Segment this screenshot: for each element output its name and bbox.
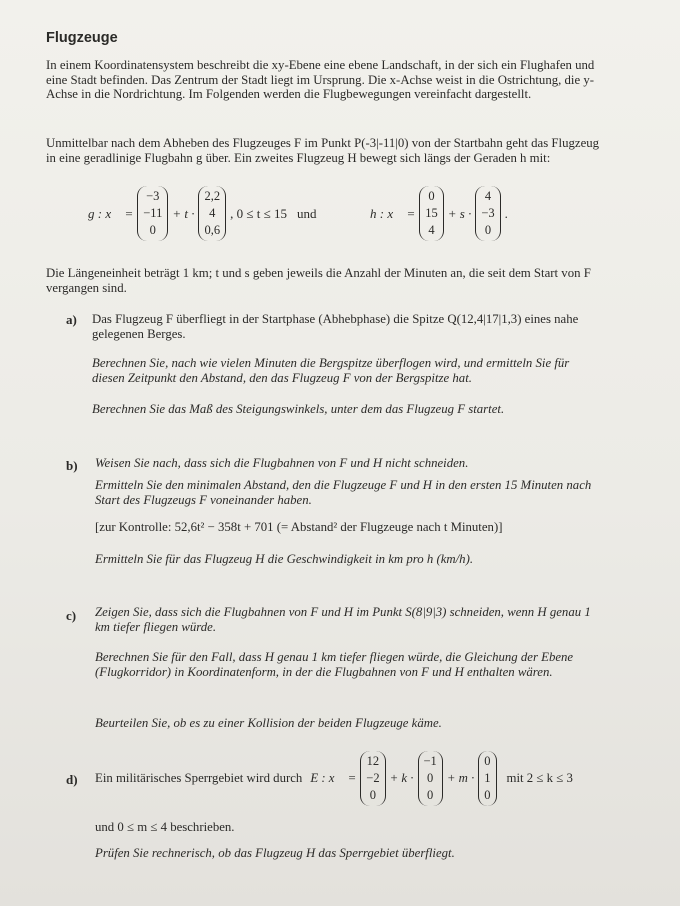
intro-paragraph: In einem Koordinatensystem beschreibt die xy-Ebene eine ebene Landschaft, in der sich ein Flughafen und eine Stadt befinden. Das Zentrum der Stadt liegt im Ursprung. Die x-Achse weist in die Ostrichtung, die y-Achse in die Nordrichtung. Im Folgenden werden die Flugbewegungen vereinfacht dargestellt.	[46, 58, 595, 102]
task-a-2: Berechnen Sie das Maß des Steigungswinkels, unter dem das Flugzeug F startet.	[92, 402, 505, 416]
task-c-3: Beurteilen Sie, ob es zu einer Kollision der beiden Flugzeuge käme.	[95, 716, 442, 730]
equation-g	[88, 186, 316, 241]
eq-g-condition: , 0 ≤ t ≤ 15	[230, 205, 287, 221]
task-d-text: Ein militärisches Sperrgebiet wird durch	[95, 770, 303, 785]
task-d-condition-2: und 0 ≤ m ≤ 4 beschrieben.	[95, 820, 235, 834]
units-paragraph: Die Längeneinheit beträgt 1 km; t und s geben jeweils die Anzahl der Minuten an, die seit dem Start von F vergangen sind.	[46, 266, 591, 295]
eq-and: und	[296, 205, 317, 221]
task-d-label: d)	[66, 772, 78, 787]
task-d-task: Prüfen Sie rechnerisch, ob das Flugzeug H das Sperrgebiet überfliegt.	[95, 846, 455, 860]
eq-g-vector-2: 2,2 4 0,6	[198, 186, 226, 241]
task-c-1: Zeigen Sie, dass sich die Flugbahnen von F und H im Punkt S(8|9|3) schneiden, wenn H genau 1 km tiefer fliegen würde.	[95, 605, 591, 634]
eq-e-condition: mit 2 ≤ k ≤ 3	[506, 770, 573, 785]
eq-h-vector-2: 4 −3 0	[475, 186, 500, 241]
setup-paragraph: Unmittelbar nach dem Abheben des Flugzeuges F im Punkt P(-3|-11|0) von der Startbahn geht das Flugzeug in eine geradlinige Flugbahn g über. Ein zweites Flugzeug H bewegt sich längs der Geraden h mit:	[46, 136, 600, 165]
task-b-control: [zur Kontrolle: 52,6t² − 358t + 701 (= Abstand² der Flugzeuge nach t Minuten)]	[95, 520, 503, 534]
eq-e-lhs: E : x⃗ =	[310, 770, 357, 785]
task-a-text: Das Flugzeug F überfliegt in der Startphase (Abhebphase) die Spitze Q(12,4|17|1,3) eines nahe gelegenen Berges.	[92, 312, 579, 341]
task-d-equation	[95, 738, 573, 818]
eq-h-op: + s ·	[447, 205, 472, 221]
page-title: Flugzeuge	[46, 30, 118, 46]
eq-h-vector-1: 0 15 4	[419, 186, 444, 241]
eq-e-vector-1: 12 −2 0	[360, 751, 385, 806]
eq-h-end: .	[504, 205, 508, 221]
task-b-1: Weisen Sie nach, dass sich die Flugbahnen von F und H nicht schneiden.	[95, 456, 469, 470]
eq-g-lhs: g : x⃗ =	[88, 205, 134, 221]
equation-h	[370, 186, 508, 241]
eq-g-op: + t ·	[172, 205, 195, 221]
task-a-label: a)	[66, 312, 77, 327]
task-a-1: Berechnen Sie, nach wie vielen Minuten die Bergspitze überflogen wird, und ermitteln Sie für diesen Zeitpunkt den Abstand, den das Flugzeug F von der Bergspitze hat.	[92, 356, 570, 385]
task-b-2: Ermitteln Sie den minimalen Abstand, den die Flugzeuge F und H in den ersten 15 Minuten nach Start des Flugzeugs F voneinander haben.	[95, 478, 592, 507]
eq-h-lhs: h : x⃗ =	[370, 205, 416, 221]
task-b-3: Ermitteln Sie für das Flugzeug H die Geschwindigkeit in km pro h (km/h).	[95, 552, 474, 566]
eq-g-vector-1: −3 −11 0	[137, 186, 168, 241]
task-c-2: Berechnen Sie für den Fall, dass H genau 1 km tiefer fliegen würde, die Gleichung der Ebene (Flugkorridor) in Koordinatenform, in der die Flugbahnen von F und H enthalten wären.	[95, 650, 574, 679]
eq-e-vector-2: −1 0 0	[418, 751, 443, 806]
eq-e-op1: + k ·	[389, 770, 414, 785]
task-b-label: b)	[66, 458, 78, 473]
eq-e-vector-3: 0 1 0	[478, 751, 496, 806]
eq-e-op2: + m ·	[446, 770, 475, 785]
task-c-label: c)	[66, 608, 77, 623]
